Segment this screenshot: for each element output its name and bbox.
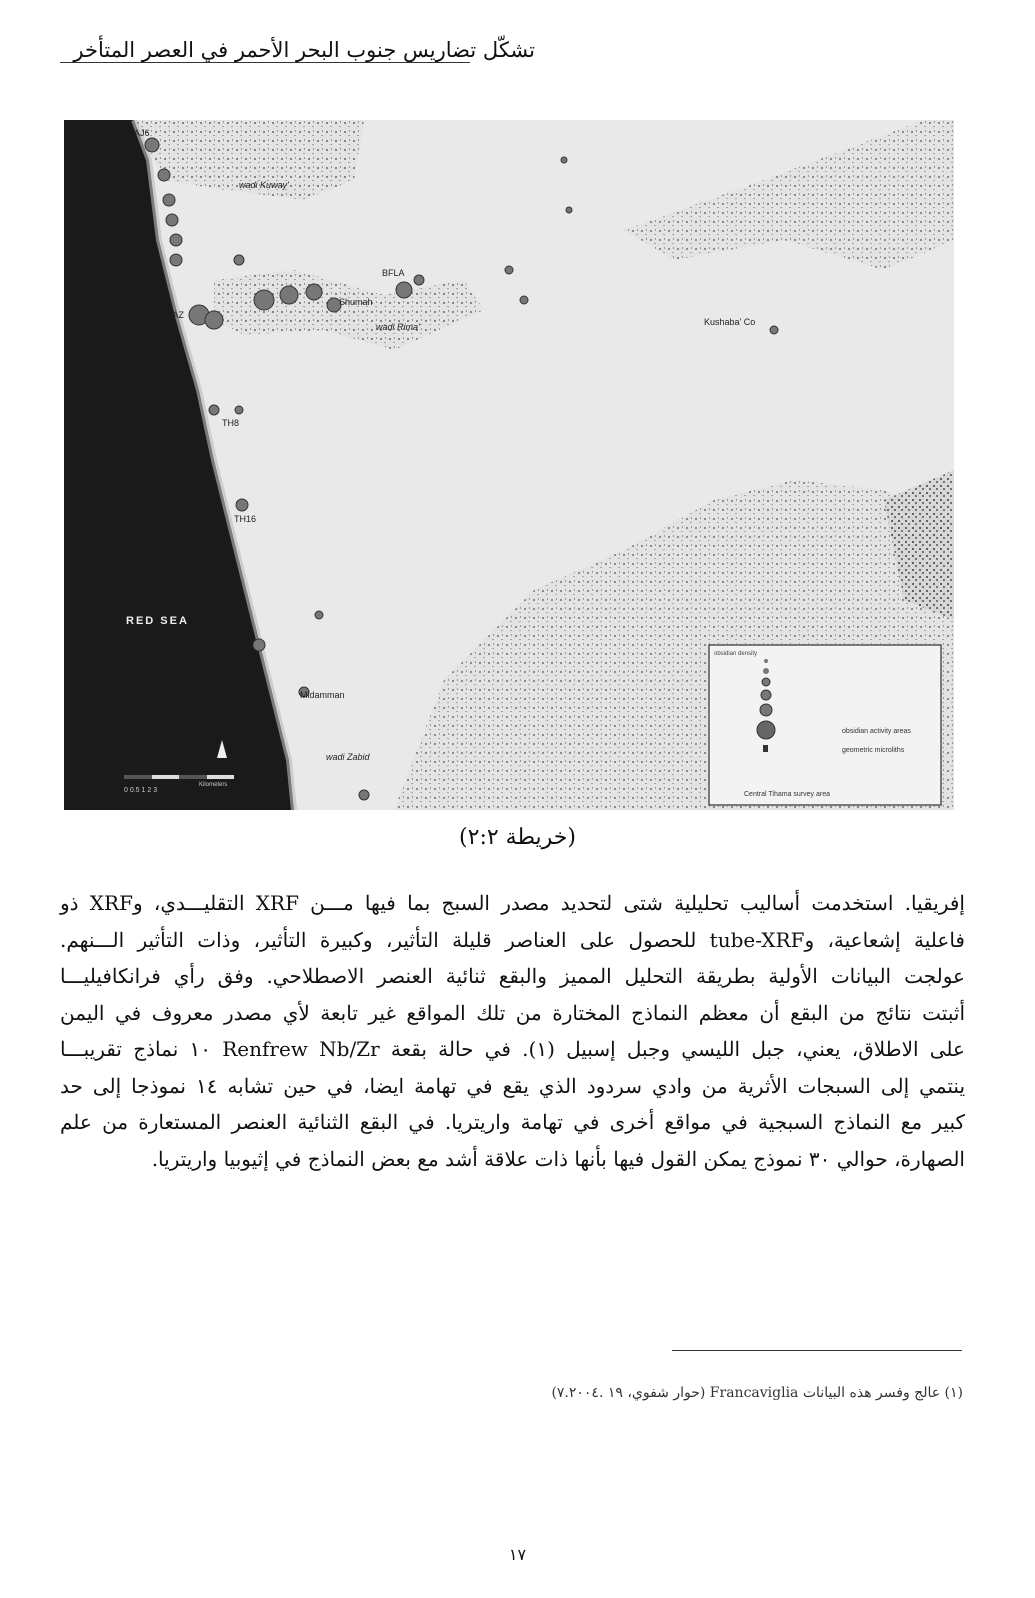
label-th8: TH8 [222,418,240,428]
label-wadi-kuway: wadi Kuway' [239,180,289,190]
map-figure [64,120,954,810]
text-line: الصهارة، حوالي ٣٠ نموذج يمكن القول فيها بأنها ذات علاقة أشد مع بعض النماذج في إثيوبيا واريتريا. [151,1146,965,1171]
label-red-sea: RED SEA [126,615,189,627]
label-midamman: Midamman [300,690,345,700]
label-aj6: AJ6 [134,128,150,138]
map-legend [709,645,941,805]
text-line: كبير مع النماذج السبجية في مواقع أخرى في تهامة واريتريا. في البقع الثنائية العنصر المستعارة من علم [60,1110,965,1134]
text-line: ينتمي إلى السبجات الأثرية من وادي سردود الذي يقع في تهامة ايضا، في حين تشابه ١٤ نموذجا إلى حد [60,1073,966,1098]
scale-unit: Kilometers [199,782,228,788]
header-rule [60,62,470,63]
label-wadi-rima: wadi Rima' [376,322,420,332]
text-line: فاعلية إشعاعية، وtube-XRF للحصول على العناصر قليلة التأثير، وكبيرة التأثير، وذات التأثير الـــنهم. [60,927,965,952]
map-caption: (خريطة ٢:٢) [459,825,576,850]
text-line: على الاطلاق، يعني، جبل الليسي وجبل إسبيل (١). في حالة بقعة Renfrew Nb/Zr ١٠ نماذج تقريبـــا [60,1037,965,1061]
label-wadi-zabid: wadi Zabid [326,752,370,762]
label-shumah: Shumah [339,297,373,307]
body-paragraph [60,885,965,1177]
legend-survey-area: Central Tihama survey area [744,791,830,798]
running-title: تشكّل تضاريس جنوب البحر الأحمر في العصر المتأخر [73,38,535,62]
legend-microliths: geometric microliths [842,747,905,754]
label-ajaz: AJAZ [162,310,185,320]
legend-title: obsidian density [714,651,758,657]
label-kushaba: Kushaba' Co [704,317,756,327]
page-header [60,32,965,72]
page-number: ١٧ [508,1545,527,1564]
text-line: أثبتت نتائج من البقع أن معظم النماذج المختارة من تلك المواقع غير تابعة لأي مصدر معروف في اليمن [60,1000,965,1025]
scale-numbers: 0 0.5 1 2 3 [124,787,158,794]
footnote: (١) عالج وفسر هذه البيانات Francaviglia (حوار شفوي، ١٩ .٧.٢٠٠٤) [551,1385,963,1401]
label-bfla: BFLA [382,268,405,278]
text-line: عولجت البيانات الأولية بطريقة التحليل المميز والبقع ثنائية العنصر الاصطلاحي. وفق رأي فرانكافيليـــا [60,964,965,988]
text-line: إفريقيا. استخدمت أساليب تحليلية شتى لتحديد مصدر السبج بما فيها مـــن XRF التقليـــدي، وXRF ذو [60,891,965,915]
label-th16: TH16 [234,514,257,524]
footnote-rule [672,1350,962,1351]
legend-obsidian-areas: obsidian activity areas [842,728,911,735]
